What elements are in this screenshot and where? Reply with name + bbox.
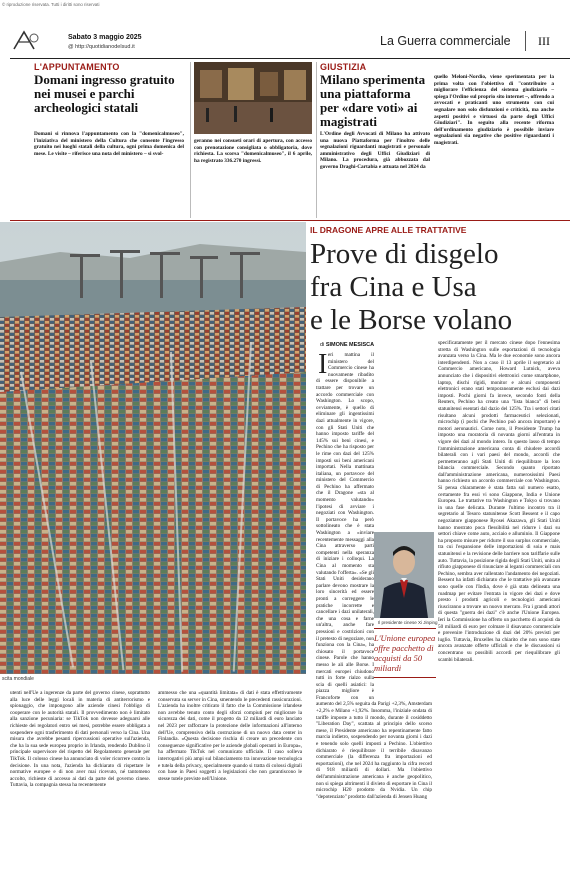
brief-left-continuation: geranno nei consueti orari di apertura, con accesso con prenotazione consigliata o obbligatoria, dove richiesta. La scorsa "domenicalmuseo", il 6 aprile, ha registrato 336.270 ingressi. [194,138,312,164]
main-column-2-text: specificatamente per il mercato cinese dopo l'ennesima stretta di Washington sulle esportazioni di tecnologia avanzata verso la Cina. Ma le due economie sono ancora interdipendenti. Non a caso il 13 aprile il segretario al Commercio americano, Howard Lutnick, aveva annunciato che i dispositivi elettronici come smartphone, laptop, dischi rigidi, monitor e alcuni componenti elettronici erano stati temporaneamente esclusi dai dazi imposti. Pochi giorni fa invece, secondo fonti della Reuters, Pechino ha creato una "lista bianca" di beni statunitensi esentati dal dazio del 125%. Tra i settori citati risultano alcuni prodotti farmaceutici selezionati, microchip (i pochi che Pechino può ancora importare) e motori aeronautici. Come noto, il Presidente Trump ha imposto una moratoria di novanta giorni all'entrata in vigore dei dazi al mondo intero. In questo lasso di tempo l'amministrazione americana conta di chiudere accordi bilaterali con i vari paesi del mondo, accordi che permetteranno agli Stati Uniti di riequilibrare la loro bilancia commerciale. Secondo quanto riportato dall'amministrazione americana, numerosissimi Paesi hanno richiesto un accordo commerciale con Washington. Si pensa chiaramente è stata fatta sul numero esatto, certamente fra essi vi sono Giappone, India e Unione Europea. Le trattative tra Washington e Tokyo si trovano in una fase delicata. Durante l'ultimo incontro tra il segretario al Tesoro statunitense Scott Bessent e il capo negoziatore giapponese Ryosei Akazawa, gli Stati Uniti hanno mostrato poca flessibilità nel ridurre i dazi su settori chiave come auto, acciaio e alluminio. Il Giappone ha proposto misure per ridurre il suo surplus commerciale, tra cui l'espansione delle importazioni di soia e mais statunitensi e la revisione delle barriere non tariffarie sulle auto. Tuttavia, la posizione rigida degli Stati Uniti, unita al rifiuto giapponese di rinunciare ai legami commerciali con Pechino, sembra aver rallentato l'andamento dei negoziati. Bessent ha infatti dichiarato che le trattative più avanzate sono quelle con l'India, dove è già stata delineata una roadmap per evitare l'entrata in vigore dei dazi e dove presto i prodotti agricoli e tecnologici americani riusciranno a trovare un nuovo mercato. Fra i grandi attori di questa "guerra dei dazi" c'è anche l'Unione Europea. Ieri la Commissione ha offerto un pacchetto di acquisti da 50 miliardi di euro per colmare il disavanzo commerciale e prevenire l'introduzione di dazi del 20% previsti per luglio. Tuttavia, Bruxelles ha chiarito che non sono state ancora avanzate offerte ufficiali e che le discussioni si concentrano su possibili accordi per riequilibrare gli scambi bilaterali. [438,340,560,663]
main-headline-line-2: fra Cina e Usa [310,271,477,303]
main-kicker: IL DRAGONE APRE ALLE TRATTATIVE [310,225,467,235]
issue-date: Sabato 3 maggio 2025 [68,34,142,41]
dropcap: I [318,349,328,380]
newspaper-logo [12,30,40,55]
section-title: La Guerra commerciale [380,34,511,48]
copyright-watermark: © riproduzione riservata. Tutti i diritti sono riservati [2,2,100,7]
masthead-rule [10,58,570,59]
bottom-column-1 [10,690,150,866]
bottom-column-1-text: utenti nell'Ue a ingerenze da parte del governo cinese, soprattutto alla luce delle leggi locali in materia di antiterrorismo e spionaggio, che impongono alle aziende cinesi l'obbligo di cooperare con le autorità statali. Il provvedimento non è limitato alla sanzione pecuniaria: se TikTok non dovesse adeguarsi alle richieste dei regolatori entro sei mesi, potrebbe essere obbligata a sospendere ogni trasferimento di dati personali verso la Cina. Una misura che avrebbe pesanti ripercussioni operative sull'azienda, che ha la sua sede europea proprio in Irlanda, rendendo Dublino il principale supervisore del rispetto del Regolamento generale per TikTok. Il colosso cinese ha annunciato di voler ricorrere contro la decisione. In una nota, l'azienda ha dichiarato di rispettare le normative europee e di non aver mai ricevuto, né tantomeno accolto, richieste di accesso ai dati da parte del governo cinese. Tuttavia, la compagnia stessa ha recentemente [10,690,150,789]
main-headline [310,238,512,337]
main-column-2 [438,340,560,860]
main-story-rule [10,220,570,221]
brief-left-headline: Domani ingresso gratuito nei musei e parchi archeologici statali [34,72,175,115]
port-photo [0,222,306,674]
brief-divider-2 [316,62,317,218]
inset-caption: Il presidente cinese Xi Jinping [378,620,438,625]
bottom-column-2 [158,690,302,866]
brief-right-continuation: quello Meloni-Nordio, viene sperimentata per la prima volta con l'obiettivo di "contribuire a migliorare l'efficienza del sistema giudiziario – spiega l'Ordine sul proprio sito internet –, offrendo a avvocati e praticanti uno strumento con cui segnalare non solo disfunzioni e criticità, ma anche aspetti positivi e virtuosi da parte degli Uffici Giudiziari". In seguito alla recente riforma dell'ordinamento giudiziario è possibile inviare segnalazioni sia negative che positive riguardanti i magistrati. [434,74,554,146]
brief-right-lead: L'Ordine degli Avvocati di Milano ha attivato una nuova Piattaforma per l'inoltro delle segnalazioni riguardanti magistrati e personale amministrativo degli Uffici Giudiziari di Milano. La procedura, già abbozzata dal governo Draghi-Cartabia e attuata nel 2024 da [320,131,430,170]
page-number: III [538,34,550,48]
main-headline-line-1: Prove di disgelo [310,238,499,270]
site-url[interactable]: @ http://quotidianodelsud.it [68,44,135,50]
pull-quote: L'Unione europea offre pacchetto di acquisti da 50 miliardi [374,628,436,678]
inset-photo [374,532,434,618]
byline-prefix: di [320,342,325,348]
main-column-1-text: eri mattina il ministero del Commercio cinese ha nuovamente ribadito di essere disponibile a trattare per trovare un accordo commerciale con Washington. Lo scopo, ovviamente, è quello di eliminare gli ingentissimi dazi attualmente in vigore, con gli Stati Uniti che hanno imposto tariffe del 145% sui beni cinesi, e Pechino che ha risposto per le rime con dazi del 125% imposti sui beni americani importati. Nella mattinata italiana, un portavoce del ministero del Commercio di Pechino ha affermato che il Dragone «sta al momento valutando» l'ipotesi di avviare i negoziati con Washington. Il portavoce ha però sottolineato che è stata Washington a «inviare recentemente messaggi alla Cina attraverso parti competenti nella speranza di iniziare i colloqui. La Cina al momento sta valutando l'offerta». «Se gli Stati Uniti desiderano parlare devono mostrare la loro sincerità ed essere pronti a correggere le pratiche incorrette e cancellare i dazi unilaterali, che una cosa e farne un'altra, anche fare pressioni e costrizioni con il pretesto di negoziare, non funziona con la Cina», ha chiosato il portavoce cinese. Parole che hanno messo le ali alle Borse. I mercati europei chiudono tutti in forte rialzo sulla scia di quelli asiatici: la piazza migliore è Francoforte con un aumento del 2,5% seguita da Parigi +2,3%, Amsterdam +2,2% e Milano +1,92%. Insomma, l'iniziale ondata di tariffe imposte a tutto il mondo, durante il cosiddetto "Liberation Day", scattata al principio dello scorso mese, il Presidente americano ha repentinamente fatto marcia indietro, sospendendo per novanta giorni i dazi e tenendo solo quelli imposti a Pechino. L'obiettivo dichiarato è riequilibrare il terribile disavanzo commerciale (la differenza fra importazioni ed esportazioni), che nel 2024 ha raggiunto la cifra record di 918 miliardi di dollari. Ma l'obiettivo dell'amministrazione americana è anche geopolitico, non si spiega altrimenti il divieto di esportare in Cina il microchip H20 prodotto da Nvidia. Un chip "depotenziato" prodotto dall'azienda di Jensen Huang [316,352,432,800]
brief-right-kicker: GIUSTIZIA [320,62,367,72]
byline-author: SIMONE MESISCA [325,342,375,348]
brief-left-lead: Domani si rinnova l'appuntamento con la "domenicalmuseo", l'iniziativa del ministero della Cultura che consente l'ingresso gratuito nei luoghi statali della cultura, ogni prima domenica del mese. Le visite – riferisce una nota del ministero – si svol- [34,131,184,157]
masthead-divider [525,31,526,51]
brief-divider [190,62,191,218]
main-headline-line-3: e le Borse volano [310,304,513,336]
museum-photo [194,62,312,134]
bottom-column-2-text: ammesso che una «quantità limitata» di dati è stata effettivamente conservata su server in Cina, smentendo le precedenti rassicurazioni. L'azienda ha inoltre criticato il fatto che la Commissione irlandese non avrebbe tenuto conto degli sforzi compiuti per migliorare la sicurezza dei dati, come il progetto da 12 miliardi di euro lanciato nel 2023 per rafforzare la protezione delle informazioni all'interno dell'Ue, comprensivo della costruzione di un nuovo data center in Finlandia. «Questa decisione rischia di creare un precedente con conseguenze significative per le aziende globali operanti in Europa», ha affermato TikTok nel comunicato ufficiale. Il caso solleva interrogativi più ampi sul bilanciamento tra innovazione tecnologica e tutela della privacy, specialmente quando si tratta di colossi digitali con base in Paesi soggetti a legislazioni che non garantiscono le stesse tutele previste nell'Unione. [158,690,302,782]
byline [320,342,374,348]
brief-left-kicker: L'APPUNTAMENTO [34,62,120,72]
brief-right-headline: Milano sperimenta una piattaforma per «dare voti» ai magistrati [320,72,426,129]
photo-credit: scita mondiale [2,676,34,682]
